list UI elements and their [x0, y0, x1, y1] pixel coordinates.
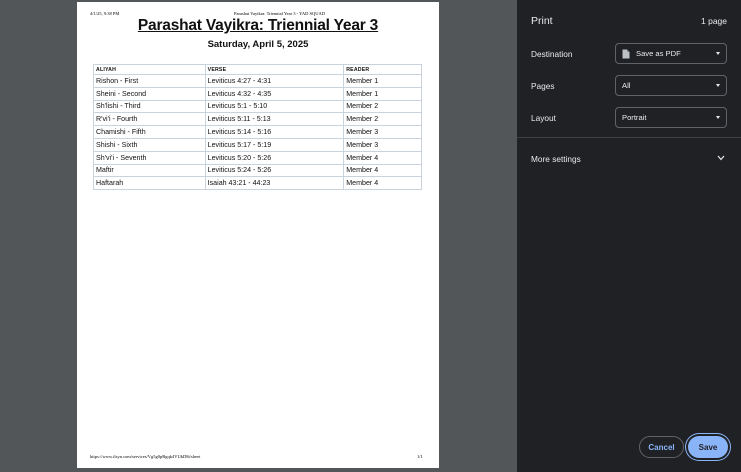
table-row — [94, 100, 422, 113]
aliyah-cell: R'vi'i - Fourth — [94, 113, 206, 126]
table-row — [94, 151, 422, 164]
page-footer-page-number: 1/1 — [417, 454, 423, 459]
expand-chevron-icon[interactable] — [717, 155, 725, 161]
aliyah-cell: Sh'vi'i - Seventh — [94, 151, 206, 164]
panel-title: Print — [531, 15, 553, 27]
aliyah-cell: Chamishi - Fifth — [94, 126, 206, 139]
aliyah-cell: Maftir — [94, 164, 206, 177]
layout-value: Portrait — [622, 113, 647, 122]
layout-label: Layout — [531, 113, 556, 123]
table-header-row — [94, 65, 422, 75]
chevron-down-icon — [716, 52, 720, 55]
chevron-down-icon — [716, 116, 720, 119]
aliyah-cell: Sh'lishi - Third — [94, 100, 206, 113]
reader-cell: Member 3 — [344, 138, 422, 151]
document-title: Parashat Vayikra: Triennial Year 3 — [137, 17, 379, 34]
more-settings-toggle[interactable]: More settings — [531, 154, 581, 164]
table-row — [94, 75, 422, 88]
reader-cell: Member 1 — [344, 75, 422, 88]
reader-cell: Member 2 — [344, 113, 422, 126]
table-row — [94, 138, 422, 151]
verse-cell: Leviticus 5:11 - 5:13 — [205, 113, 344, 126]
save-button[interactable]: Save — [688, 436, 728, 458]
pages-value: All — [622, 81, 631, 90]
destination-value: Save as PDF — [636, 49, 681, 58]
column-header-reader: READER — [344, 65, 422, 75]
table-row — [94, 164, 422, 177]
chevron-down-icon — [716, 84, 720, 87]
column-header-verse: VERSE — [205, 65, 344, 75]
verse-cell: Leviticus 5:24 - 5:26 — [205, 164, 344, 177]
verse-cell: Leviticus 5:17 - 5:19 — [205, 138, 344, 151]
pages-label: Pages — [531, 81, 555, 91]
reader-cell: Member 1 — [344, 87, 422, 100]
preview-page — [77, 2, 439, 468]
page-footer-url: https://www.ilsyn.com/services/Vg5g0pBgqk4VUkD8t/sheet — [90, 454, 201, 459]
destination-select[interactable] — [615, 43, 727, 64]
cancel-button[interactable]: Cancel — [639, 436, 684, 458]
layout-select[interactable] — [615, 107, 727, 128]
verse-cell: Leviticus 4:27 - 4:31 — [205, 75, 344, 88]
reader-cell: Member 3 — [344, 126, 422, 139]
aliyah-cell: Rishon - First — [94, 75, 206, 88]
table-row — [94, 87, 422, 100]
table-row — [94, 113, 422, 126]
page-header-date: 4/1/25, 9:38 PM — [90, 11, 120, 16]
reader-cell: Member 2 — [344, 100, 422, 113]
table-row — [94, 126, 422, 139]
destination-label: Destination — [531, 49, 573, 59]
aliyah-cell: Haftarah — [94, 177, 206, 190]
verse-cell: Isaiah 43:21 - 44:23 — [205, 177, 344, 190]
reader-cell: Member 4 — [344, 164, 422, 177]
document-icon — [622, 49, 630, 59]
aliyah-cell: Shishi - Sixth — [94, 138, 206, 151]
table-row — [94, 177, 422, 190]
section-divider — [517, 137, 741, 138]
page-count: 1 page — [701, 16, 727, 26]
verse-cell: Leviticus 4:32 - 4:35 — [205, 87, 344, 100]
reader-cell: Member 4 — [344, 151, 422, 164]
verse-cell: Leviticus 5:20 - 5:26 — [205, 151, 344, 164]
column-header-aliyah: ALIYAH — [94, 65, 206, 75]
reader-cell: Member 4 — [344, 177, 422, 190]
document-subtitle: Saturday, April 5, 2025 — [207, 39, 309, 50]
print-settings-panel — [517, 0, 741, 472]
aliyah-cell: Sheini - Second — [94, 87, 206, 100]
verse-cell: Leviticus 5:14 - 5:16 — [205, 126, 344, 139]
verse-cell: Leviticus 5:1 - 5:10 — [205, 100, 344, 113]
page-header-title: Parashat Vayikra: Triennial Year 3 - YAD SQUAD — [234, 11, 325, 16]
pages-select[interactable] — [615, 75, 727, 96]
aliyah-table — [93, 64, 422, 190]
